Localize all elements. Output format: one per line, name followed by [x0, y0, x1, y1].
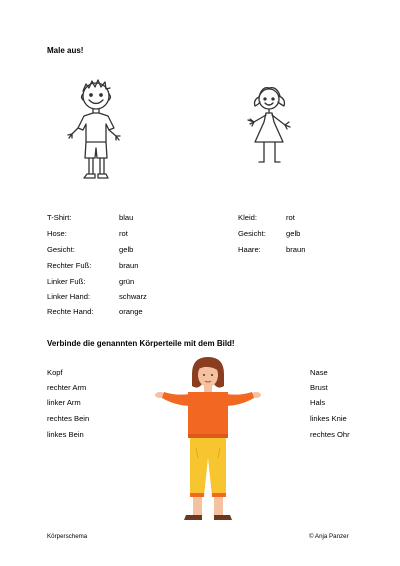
girl-part-label: Haare: [238, 245, 261, 254]
boy-part-color: braun [119, 261, 139, 270]
boy-part-label: Linker Hand: [47, 292, 91, 301]
body-part-word: Nase [310, 368, 328, 377]
boy-drawing [64, 78, 128, 186]
boy-part-color: blau [119, 213, 134, 222]
boy-part-color: orange [119, 307, 143, 316]
body-part-word: rechtes Bein [47, 414, 90, 423]
boy-part-label: T-Shirt: [47, 213, 72, 222]
girl-part-color: braun [286, 245, 306, 254]
boy-part-color: schwarz [119, 292, 147, 301]
body-part-word: Hals [310, 398, 326, 407]
heading-color-in: Male aus! [47, 46, 84, 55]
boy-part-label: Rechte Hand: [47, 307, 94, 316]
woman-illustration [152, 354, 264, 528]
girl-part-color: rot [286, 213, 295, 222]
boy-part-label: Gesicht: [47, 245, 75, 254]
boy-part-color: grün [119, 277, 135, 286]
boy-part-color: gelb [119, 245, 134, 254]
boy-part-label: Linker Fuß: [47, 277, 86, 286]
girl-part-color: gelb [286, 229, 301, 238]
footer-title: Körperschema [47, 533, 88, 540]
body-part-word: Kopf [47, 368, 63, 377]
boy-part-color: rot [119, 229, 128, 238]
body-part-word: linkes Bein [47, 430, 84, 439]
footer-copyright: © Anja Panzer [309, 533, 349, 540]
body-part-word: linkes Knie [310, 414, 347, 423]
body-part-word: Brust [310, 383, 328, 392]
body-part-word: linker Arm [47, 398, 81, 407]
body-part-word: rechter Arm [47, 383, 87, 392]
girl-part-label: Kleid: [238, 213, 257, 222]
girl-drawing [242, 82, 296, 174]
heading-connect-body-parts: Verbinde die genannten Körperteile mit dem Bild! [47, 339, 235, 348]
body-part-word: rechtes Ohr [310, 430, 350, 439]
girl-part-label: Gesicht: [238, 229, 266, 238]
boy-part-label: Hose: [47, 229, 67, 238]
boy-part-label: Rechter Fuß: [47, 261, 92, 270]
